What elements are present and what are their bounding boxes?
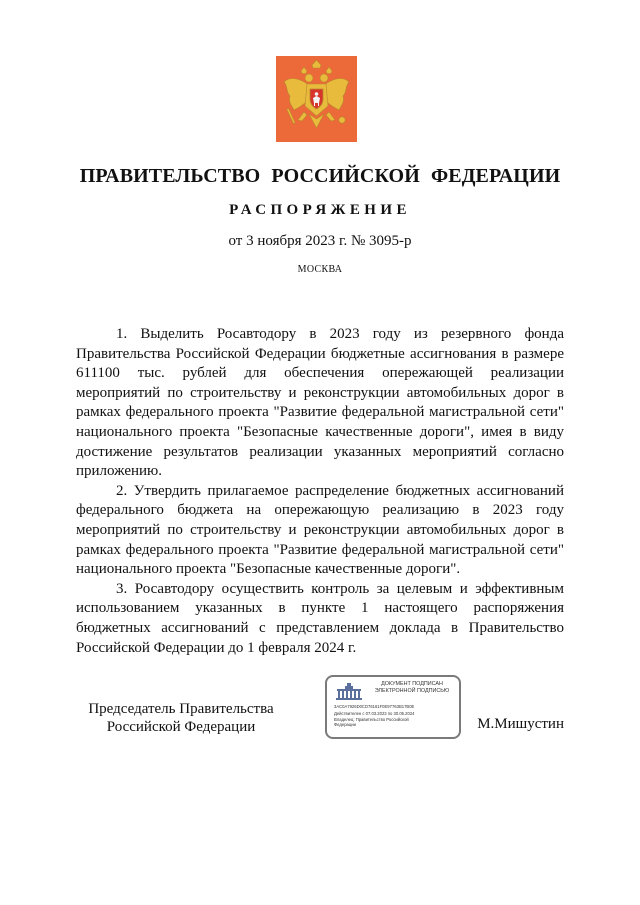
- stamp-title-line-2: ЭЛЕКТРОННОЙ ПОДПИСЬЮ: [374, 688, 450, 694]
- government-building-icon: [335, 682, 363, 700]
- stamp-owner-line-1: Владелец: Правительство Российской: [334, 717, 409, 722]
- stamp-title: [365, 681, 459, 695]
- russian-coat-of-arms-icon: [276, 56, 357, 142]
- document-city: МОСКВА: [297, 264, 343, 275]
- stamp-title-line-1: ДОКУМЕНТ ПОДПИСАН: [381, 681, 443, 687]
- paragraph-2: 2. Утвердить прилагаемое распределение бюджетных ассигнований федерального бюджета на опережающую реализацию в 2023 году мероприятий по строительству и реконструкции автомобильных дорог в рамках федерального проекта "Развитие федеральной магистральной сети" национального проекта "Безопасные качественные дороги".: [76, 482, 564, 578]
- stamp-certificate: 3AC0A7926D0CD76161F0E97763B17B0E: [334, 704, 415, 709]
- government-title: ПРАВИТЕЛЬСТВО РОССИЙСКОЙ ФЕДЕРАЦИИ: [79, 165, 561, 187]
- document-date-number: от 3 ноября 2023 г. № 3095-р: [228, 233, 412, 249]
- stamp-owner-line-2: Федерации: [334, 722, 356, 727]
- signatory-name: М.Мишустин: [477, 716, 564, 732]
- paragraph-1: 1. Выделить Росавтодору в 2023 году из резервного фонда Правительства Российской Федерации бюджетные ассигнования в размере 611100 тыс. рублей для обеспечения опережающей реализации мероприятий по строительству и реконструкции автомобильных дорог в рамках федерального проекта "Развитие федеральной магистральной сети" национального проекта "Безопасные качественные дороги", имея в виду достижение результатов реализации указанных мероприятий согласно приложению.: [76, 326, 564, 480]
- paragraph-3: 3. Росавтодору осуществить контроль за целевым и эффективным использованием указанных в пункте 1 настоящего распоряжения бюджетных ассигнований с представлением доклада в Правительство Российской Федерации до 1 февраля 2024 г.: [76, 580, 564, 656]
- electronic-signature-stamp: [325, 675, 461, 739]
- signatory-position: [76, 700, 286, 736]
- coat-of-arms-emblem: [276, 56, 357, 142]
- stamp-validity: Действителен с 07.03.2023 по 30.05.2024: [334, 711, 415, 716]
- signatory-position-line-1: Председатель Правительства: [88, 701, 274, 717]
- document-type: РАСПОРЯЖЕНИЕ: [229, 202, 411, 218]
- document-body: [76, 325, 564, 658]
- signatory-position-line-2: Российской Федерации: [106, 719, 256, 735]
